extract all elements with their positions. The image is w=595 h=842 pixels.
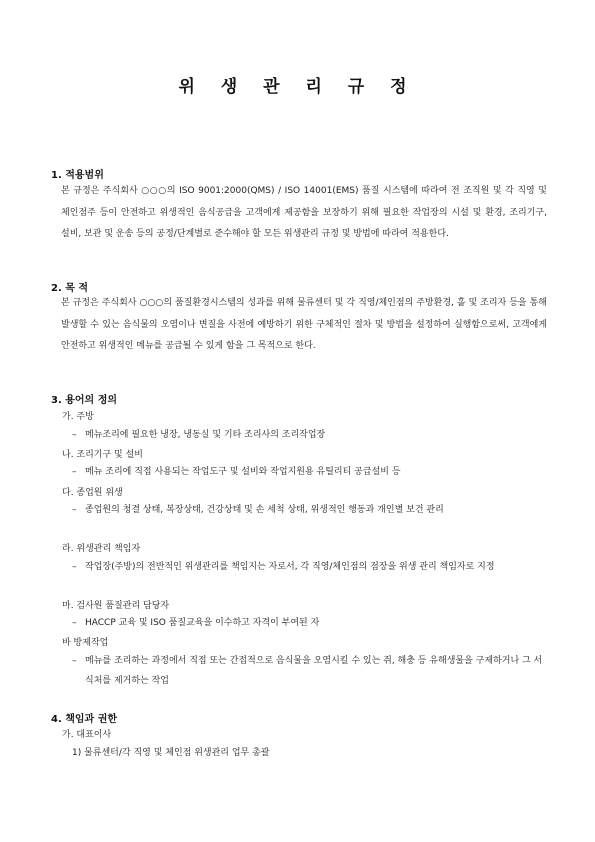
document-title: 위 생 관 리 규 정 — [178, 77, 417, 97]
dash-marker: – — [72, 505, 77, 515]
dash-marker: – — [72, 656, 77, 666]
term-label: 라. 위생관리 책임자 — [62, 544, 141, 554]
term-definition — [72, 557, 547, 577]
section-heading-purpose: 2. 목 적 — [51, 283, 89, 294]
term-definition — [72, 651, 547, 691]
term-definition-text: 종업원의 청결 상태, 복장상태, 건강상태 및 손 세척 상태, 위생적인 행동과 개인별 보건 관리 — [85, 505, 444, 515]
term-label: 바 방제작업 — [62, 638, 109, 648]
term-definition-text: HACCP 교육 및 ISO 품질교육을 이수하고 자격이 부여된 자 — [85, 618, 320, 628]
term-definition — [72, 500, 547, 520]
term-label: 마. 검사원 품질관리 담당자 — [62, 601, 170, 611]
term-definition-text: 메뉴조리에 필요한 냉장, 냉동실 및 기타 조리사의 조리작업장 — [85, 430, 326, 440]
numbered-item: 1) 물류센터/각 직영 및 체인점 위생관리 업무 총괄 — [72, 748, 270, 758]
term-label: 가. 주방 — [62, 412, 94, 422]
term-definition-text: 작업장(주방)의 전반적인 위생관리를 책임지는 자로서, 각 직영/체인점의 점장을 위생 관리 책임자로 지정 — [85, 562, 495, 572]
term-definition-text: 메뉴를 조리하는 과정에서 직접 또는 간접적으로 음식물을 오염시킬 수 있는 쥐, 해충 등 유해생물을 구제하거나 그 서식처를 제거하는 작업 — [85, 656, 543, 686]
dash-marker: – — [72, 467, 77, 477]
dash-marker: – — [72, 562, 77, 572]
term-definition — [72, 425, 547, 445]
section-heading-scope: 1. 적용범위 — [51, 170, 104, 181]
role-label: 가. 대표이사 — [62, 730, 112, 740]
section-heading-responsibility: 4. 책임과 권한 — [51, 714, 118, 725]
term-label: 다. 종업원 위생 — [62, 488, 123, 498]
dash-marker: – — [72, 430, 77, 440]
term-label: 나. 조리기구 및 설비 — [62, 450, 143, 460]
term-definition — [72, 462, 547, 482]
term-definition — [72, 613, 547, 633]
section-heading-definitions: 3. 용어의 정의 — [51, 395, 118, 406]
section-body-purpose: 본 규정은 주식회사 ○○○의 품질환경시스템의 성과를 위해 물류센터 및 각 직영/체인점의 주방환경, 홀 및 조리자 등을 통해 발생할 수 있는 음식물의 오염이나 변질을 사전에 예방하기 위한 구체적인 절차 및 방법을 설정하여 실행함으로써, 고객에게 안전하고 위생적인 메뉴를 공급될 수 있게 함을 그 목적으로 한다. — [61, 298, 547, 352]
section-body-scope: 본 규정은 주식회사 ○○○의 ISO 9001:2000(QMS) / ISO 14001(EMS) 품질 시스템에 따라여 전 조직원 및 각 직영 및 체인점주 등이 안전하고 위생적인 음식공급을 고객에게 제공함을 보장하기 위해 필요한 작업장의 시설 및 환경, 조리기구, 설비, 보관 및 운송 등의 공정/단계별로 준수해야 할 모든 위생관리 규정 및 방법에 따라여 적용한다. — [61, 186, 547, 240]
dash-marker: – — [72, 618, 77, 628]
term-definition-text: 메뉴 조리에 직접 사용되는 작업도구 및 설비와 작업지원용 유틸리티 공급설비 등 — [85, 467, 401, 477]
